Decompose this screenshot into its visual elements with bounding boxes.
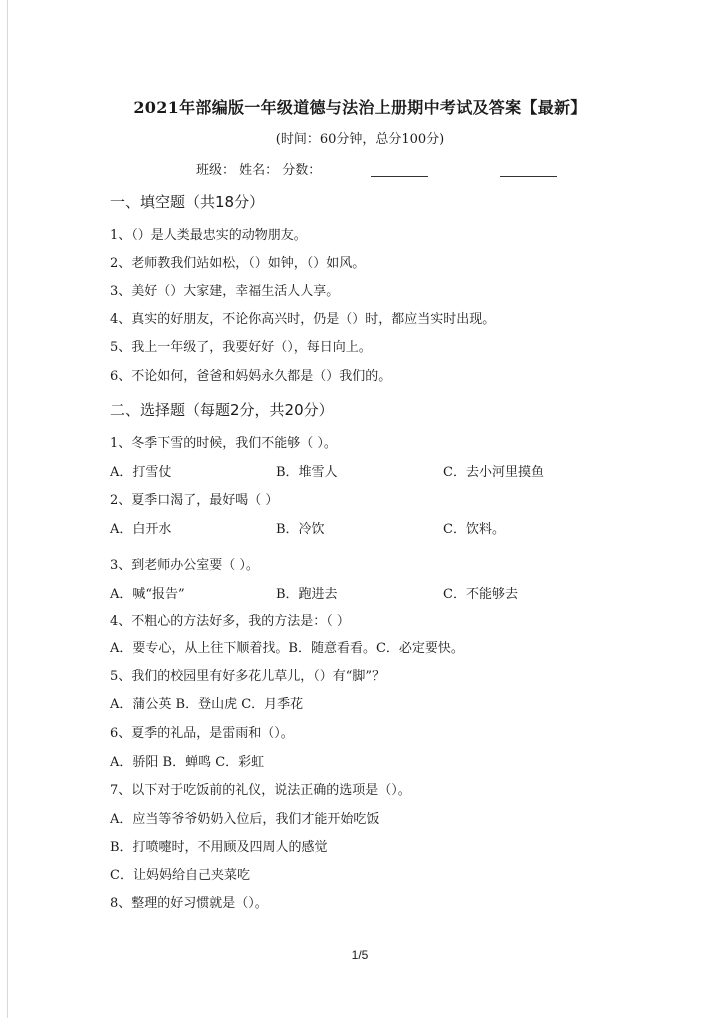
q7-option-c: C．让妈妈给自己夹菜吃 — [110, 868, 250, 883]
q3-option-c: C．不能够去 — [443, 587, 518, 602]
choice-question-8: 8、整理的好习惯就是（）。 — [110, 896, 268, 911]
fill-question-6: 6、不论如何，爸爸和妈妈永久都是（）我们的。 — [110, 369, 392, 384]
fill-question-1: 1、（）是人类最忠实的动物朋友。 — [110, 228, 307, 243]
q6-options: A．骄阳 B．蝉鸣 C．彩虹 — [110, 755, 265, 770]
q2-option-c: C．饮料。 — [443, 522, 505, 537]
choice-question-4: 4、不粗心的方法好多，我的方法是：（ ） — [110, 614, 350, 629]
q1-option-b: B．堆雪人 — [276, 465, 338, 480]
fill-question-2: 2、老师教我们站如松，（）如钟，（）如风。 — [110, 256, 366, 271]
page-title: 2021年部编版一年级道德与法治上册期中考试及答案【最新】 — [133, 98, 587, 117]
choice-question-6: 6、夏季的礼品，是雷雨和（）。 — [110, 726, 294, 741]
q5-options: A．蒲公英 B．登山虎 C．月季花 — [110, 697, 304, 712]
page-number: 1/5 — [351, 948, 369, 962]
fill-question-4: 4、真实的好朋友，不论你高兴时，仍是（）时，都应当实时出现。 — [110, 312, 496, 327]
choice-question-3: 3、到老师办公室要（ ）。 — [110, 558, 259, 573]
class-info-line: 班级： 姓名： 分数： — [196, 163, 322, 178]
q2-option-b: B．冷饮 — [276, 522, 325, 537]
q1-option-c: C．去小河里摸鱼 — [443, 465, 544, 480]
q2-option-a: A．白开水 — [110, 522, 172, 537]
section2-heading: 二、选择题（每题2分，共20分） — [110, 401, 334, 419]
q3-option-a: A．喊“报告” — [110, 587, 185, 602]
q1-option-a: A．打雪仗 — [110, 465, 172, 480]
name-blank — [371, 176, 428, 177]
section1-heading: 一、填空题（共18分） — [110, 193, 265, 211]
q4-options: A．要专心，从上往下顺着找。B．随意看看。C．必定要快。 — [110, 641, 464, 656]
q7-option-a: A．应当等爷爷奶奶入位后，我们才能开始吃饭 — [110, 812, 380, 827]
fill-question-3: 3、美好（）大家建，幸福生活人人享。 — [110, 284, 340, 299]
choice-question-2: 2、夏季口渴了，最好喝（ ） — [110, 493, 279, 508]
choice-question-1: 1、冬季下雪的时候，我们不能够（ ）。 — [110, 436, 337, 451]
exam-subtitle: (时间：60分钟，总分100分) — [275, 132, 445, 147]
q7-option-b: B．打喷嚏时，不用顾及四周人的感觉 — [110, 840, 328, 855]
choice-question-5: 5、我们的校园里有好多花儿草儿，（）有“脚”？ — [110, 669, 386, 684]
q3-option-b: B．跑进去 — [276, 587, 338, 602]
score-blank — [500, 176, 557, 177]
fill-question-5: 5、我上一年级了，我要好好（），每日向上。 — [110, 340, 372, 355]
choice-question-7: 7、以下对于吃饭前的礼仪，说法正确的选项是（）。 — [110, 783, 411, 798]
page-edge-line — [7, 0, 8, 1018]
